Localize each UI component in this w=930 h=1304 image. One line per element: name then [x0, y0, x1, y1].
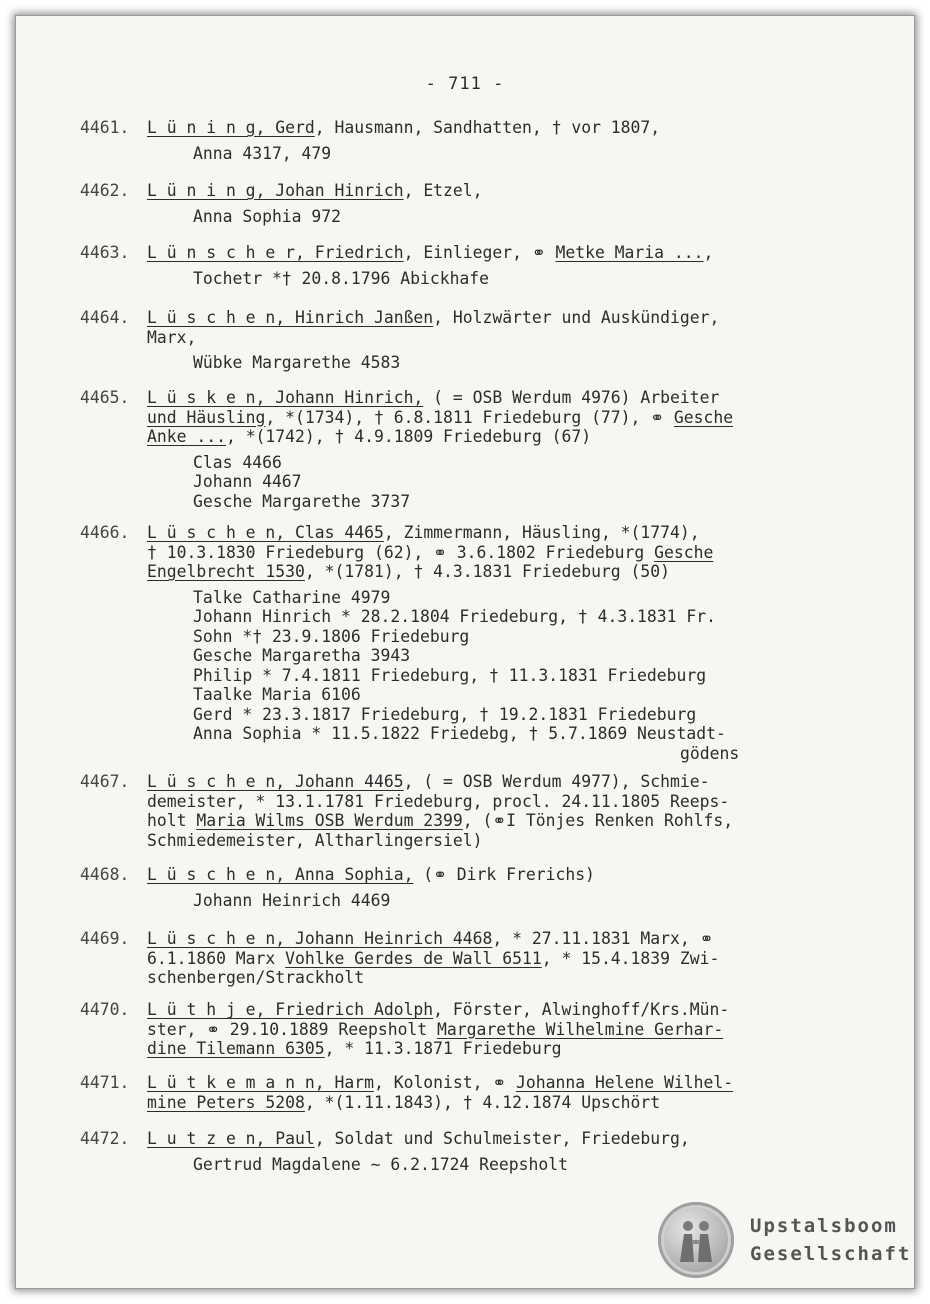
child-line: Anna Sophia * 11.5.1822 Friedebg, † 5.7.1869 Neustadt- — [193, 724, 726, 743]
underlined-name: dine Tilemann 6305 — [147, 1039, 325, 1058]
underlined-name: L ü s c h e n, Hinrich Janßen — [147, 308, 434, 327]
entry-number: 4470. — [80, 1000, 130, 1019]
child-line: Anna Sophia 972 — [193, 206, 342, 226]
entry-number: 4469. — [80, 929, 130, 948]
entry-line — [147, 1039, 820, 1059]
entry-text: ster, ⚭ 29.10.1889 Reepsholt — [147, 1019, 438, 1039]
entry-text: , *(1.11.1843), † 4.12.1874 Upschört — [304, 1092, 661, 1112]
entry-text: , — [703, 243, 714, 262]
entry-line — [147, 1073, 820, 1093]
entry-line — [147, 523, 820, 543]
underlined-name: L ü n i n g, Gerd — [147, 118, 315, 137]
entry-text: demeister, * 13.1.1781 Friedeburg, procl. 24.11.1805 Reeps- — [147, 791, 730, 811]
underlined-name: L ü s c h e n, Johann 4465 — [147, 772, 404, 791]
entry-text: (⚭ Dirk Frerichs) — [413, 865, 595, 884]
entry-body — [147, 1129, 820, 1174]
underlined-name: L ü t k e m a n n, Harm — [147, 1073, 374, 1092]
entry-line — [147, 1000, 820, 1020]
entry-number: 4465. — [80, 388, 130, 407]
entry-text: , Einlieger, ⚭ — [403, 243, 556, 262]
entry-line — [147, 388, 820, 408]
entry-number: 4471. — [80, 1073, 130, 1092]
entry-body — [147, 772, 820, 850]
seal-figures-icon — [674, 1216, 718, 1264]
underlined-name: und Häusling — [147, 407, 266, 427]
child-line: Gesche Margaretha 3943 — [193, 646, 411, 665]
entry-line — [147, 543, 820, 563]
publisher-logo — [658, 1202, 912, 1278]
entry-text: , Holzwärter und Auskündiger, — [433, 308, 720, 327]
underlined-name: Anke ... — [147, 427, 226, 446]
entry-line — [147, 243, 820, 263]
entry-line — [147, 181, 820, 201]
entry-line — [147, 1020, 820, 1040]
entry-body — [147, 1073, 820, 1112]
entry-line — [147, 1129, 820, 1149]
entry-text: , *(1781), † 4.3.1831 Friedeburg (50) — [304, 562, 671, 581]
underlined-name: Metke Maria ... — [555, 243, 704, 262]
entry-text: , (⚭I Tönjes Renken Rohlfs, — [462, 811, 734, 830]
child-line: Gertrud Magdalene ~ 6.2.1724 Reepsholt — [193, 1154, 568, 1174]
entry-line — [147, 772, 820, 792]
underlined-name: mine Peters 5208 — [147, 1092, 305, 1112]
entry-text: , Förster, Alwinghoff/Krs.Mün- — [433, 1000, 730, 1019]
continuation-line: gödens — [680, 743, 740, 763]
logo-text — [750, 1212, 911, 1268]
child-line: Johann 4467 — [193, 472, 302, 491]
entry-line — [147, 562, 820, 582]
entry-number: 4462. — [80, 181, 130, 200]
entry-text: , Hausmann, Sandhatten, † vor 1807, — [314, 118, 661, 137]
entry-body — [147, 308, 820, 373]
entry-body — [147, 118, 820, 163]
seal-icon — [658, 1202, 734, 1278]
entry-number: 4472. — [80, 1129, 130, 1148]
entry-line — [147, 865, 820, 885]
underlined-name: L ü t h j e, Friedrich Adolph — [147, 1000, 434, 1019]
underlined-name: Johanna Helene Wilhel- — [516, 1073, 734, 1092]
child-line: Wübke Margarethe 4583 — [193, 353, 401, 372]
entry-text: † 10.3.1830 Friedeburg (62), ⚭ 3.6.1802 Friedeburg — [147, 542, 655, 562]
underlined-name: Engelbrecht 1530 — [147, 562, 305, 581]
page-number: - 711 - — [425, 74, 505, 94]
entry-line — [147, 408, 820, 428]
child-line: Anna 4317, 479 — [193, 143, 332, 163]
entry-line — [147, 792, 820, 812]
entry-line — [147, 811, 820, 831]
entry-line — [147, 968, 820, 988]
child-line: Sohn *† 23.9.1806 Friedeburg — [193, 626, 470, 646]
entry-line — [147, 308, 820, 328]
entry-body — [147, 523, 820, 763]
entry-text: , Soldat und Schulmeister, Friedeburg, — [314, 1129, 690, 1148]
entry-number: 4467. — [80, 772, 130, 791]
child-line: Gesche Margarethe 3737 — [193, 491, 411, 511]
entry-body — [147, 929, 820, 988]
entry-line — [147, 929, 820, 949]
entry-number: 4468. — [80, 865, 130, 884]
logo-line-2: Gesellschaft — [750, 1243, 912, 1265]
logo-line-1: Upstalsboom — [750, 1215, 898, 1237]
child-line: Clas 4466 — [193, 452, 282, 472]
underlined-name: L ü s c h e n, Johann Heinrich 4468 — [147, 929, 493, 948]
underlined-name: Gesche — [654, 542, 714, 562]
entry-number: 4466. — [80, 523, 130, 542]
entry-body — [147, 243, 820, 288]
entry-text: , *(1742), † 4.9.1809 Friedeburg (67) — [225, 427, 592, 446]
child-line: Philip * 7.4.1811 Friedeburg, † 11.3.1831 Friedeburg — [193, 665, 707, 685]
entry-text: , Kolonist, ⚭ — [373, 1073, 516, 1092]
entry-number: 4463. — [80, 243, 130, 262]
entry-number: 4464. — [80, 308, 130, 327]
child-line: Johann Hinrich * 28.2.1804 Friedeburg, † 4.3.1831 Fr. — [193, 607, 717, 626]
underlined-name: Margarethe Wilhelmine Gerhar- — [437, 1019, 724, 1039]
underlined-name: L ü s c h e n, Clas 4465 — [147, 523, 384, 542]
underlined-name: L u t z e n, Paul — [147, 1129, 315, 1148]
entry-text: , Zimmermann, Häusling, *(1774), — [383, 523, 700, 542]
child-line: Talke Catharine 4979 — [193, 587, 391, 607]
underlined-name: L ü n i n g, Johan Hinrich — [147, 181, 404, 200]
underlined-name: L ü n s c h e r, Friedrich — [147, 243, 404, 262]
child-line: Gerd * 23.3.1817 Friedeburg, † 19.2.1831 Friedeburg — [193, 704, 697, 724]
entry-line — [147, 427, 820, 447]
entry-text: , * 15.4.1839 Zwi- — [541, 948, 720, 968]
entry-text: , *(1734), † 6.8.1811 Friedeburg (77), ⚭ — [265, 407, 674, 427]
underlined-name: Maria Wilms OSB Werdum 2399 — [196, 811, 463, 830]
entry-body — [147, 388, 820, 511]
underlined-name: L ü s c h e n, Anna Sophia, — [147, 865, 414, 884]
entry-line — [147, 831, 820, 851]
entry-line — [147, 118, 820, 138]
underlined-name: L ü s k e n, Johann Hinrich, — [147, 388, 424, 407]
entry-text: , * 11.3.1871 Friedeburg — [324, 1039, 562, 1058]
entry-body — [147, 865, 820, 910]
child-line: Taalke Maria 6106 — [193, 685, 361, 704]
child-line: Tochetr *† 20.8.1796 Abickhafe — [193, 268, 490, 288]
entry-text: holt — [147, 811, 197, 830]
entry-text: , ( = OSB Werdum 4977), Schmie- — [403, 772, 710, 791]
entry-line — [147, 949, 820, 969]
entry-line — [147, 328, 820, 348]
entry-text: Schmiedemeister, Altharlingersiel) — [147, 830, 483, 850]
entry-text: ( = OSB Werdum 4976) Arbeiter — [423, 388, 720, 407]
underlined-name: Gesche — [673, 407, 734, 427]
entry-body — [147, 181, 820, 226]
child-line: Johann Heinrich 4469 — [193, 890, 391, 910]
underlined-name: Vohlke Gerdes de Wall 6511 — [285, 948, 542, 968]
entry-text: 6.1.1860 Marx — [147, 948, 286, 968]
entry-text: , * 27.11.1831 Marx, ⚭ — [492, 929, 714, 948]
entry-text: schenbergen/Strackholt — [147, 968, 365, 987]
entry-number: 4461. — [80, 118, 130, 137]
entry-text: , Etzel, — [403, 181, 483, 200]
entry-text: Marx, — [147, 327, 197, 347]
entry-body — [147, 1000, 820, 1059]
entry-line — [147, 1093, 820, 1113]
